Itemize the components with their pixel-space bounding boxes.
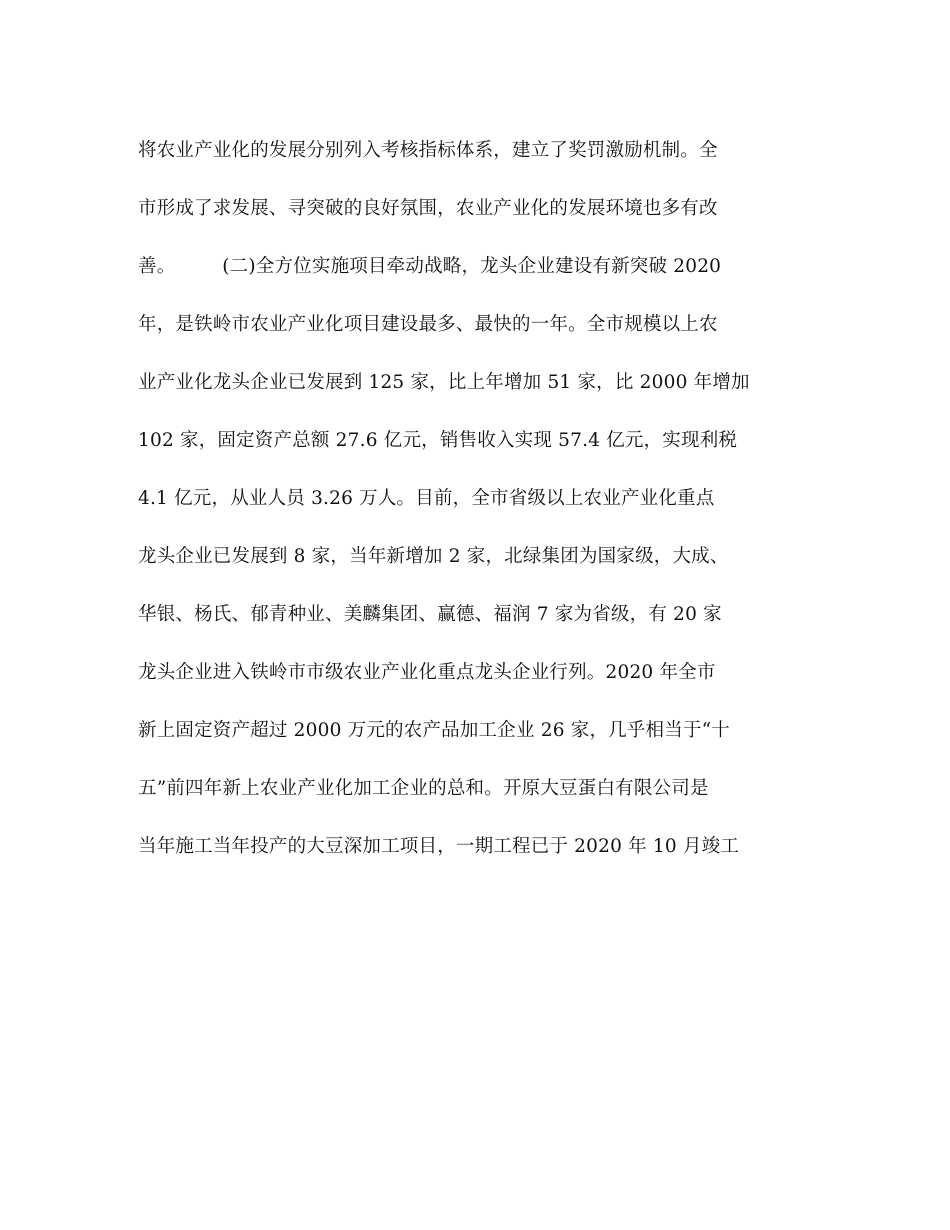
text-line: 新上固定资产超过 2000 万元的农产品加工企业 26 家，几乎相当于“十	[138, 720, 731, 741]
text-line: 业产业化龙头企业已发展到 125 家，比上年增加 51 家，比 2000 年增加	[138, 372, 750, 393]
text-line: 华银、杨氏、郁青种业、美麟集团、赢德、福润 7 家为省级，有 20 家	[138, 604, 722, 625]
text-line: 龙头企业进入铁岭市市级农业产业化重点龙头企业行列。2020 年全市	[138, 662, 716, 683]
text-line: 年，是铁岭市农业产业化项目建设最多、最快的一年。全市规模以上农	[138, 314, 718, 335]
text-line: 善。 (二)全方位实施项目牵动战略，龙头企业建设有新突破 2020	[138, 256, 722, 277]
body-text	[138, 140, 818, 894]
text-line: 当年施工当年投产的大豆深加工项目，一期工程已于 2020 年 10 月竣工	[138, 836, 740, 857]
text-line: 102 家，固定资产总额 27.6 亿元，销售收入实现 57.4 亿元，实现利税	[138, 430, 738, 451]
text-line: 龙头企业已发展到 8 家，当年新增加 2 家，北绿集团为国家级，大成、	[138, 546, 729, 567]
text-line: 将农业产业化的发展分别列入考核指标体系，建立了奖罚激励机制。全	[138, 140, 718, 161]
text-line: 市形成了求发展、寻突破的良好氛围，农业产业化的发展环境也多有改	[138, 198, 718, 219]
text-line: 4.1 亿元，从业人员 3.26 万人。目前，全市省级以上农业产业化重点	[138, 488, 715, 509]
text-line: 五”前四年新上农业产业化加工企业的总和。开原大豆蛋白有限公司是	[138, 778, 709, 799]
